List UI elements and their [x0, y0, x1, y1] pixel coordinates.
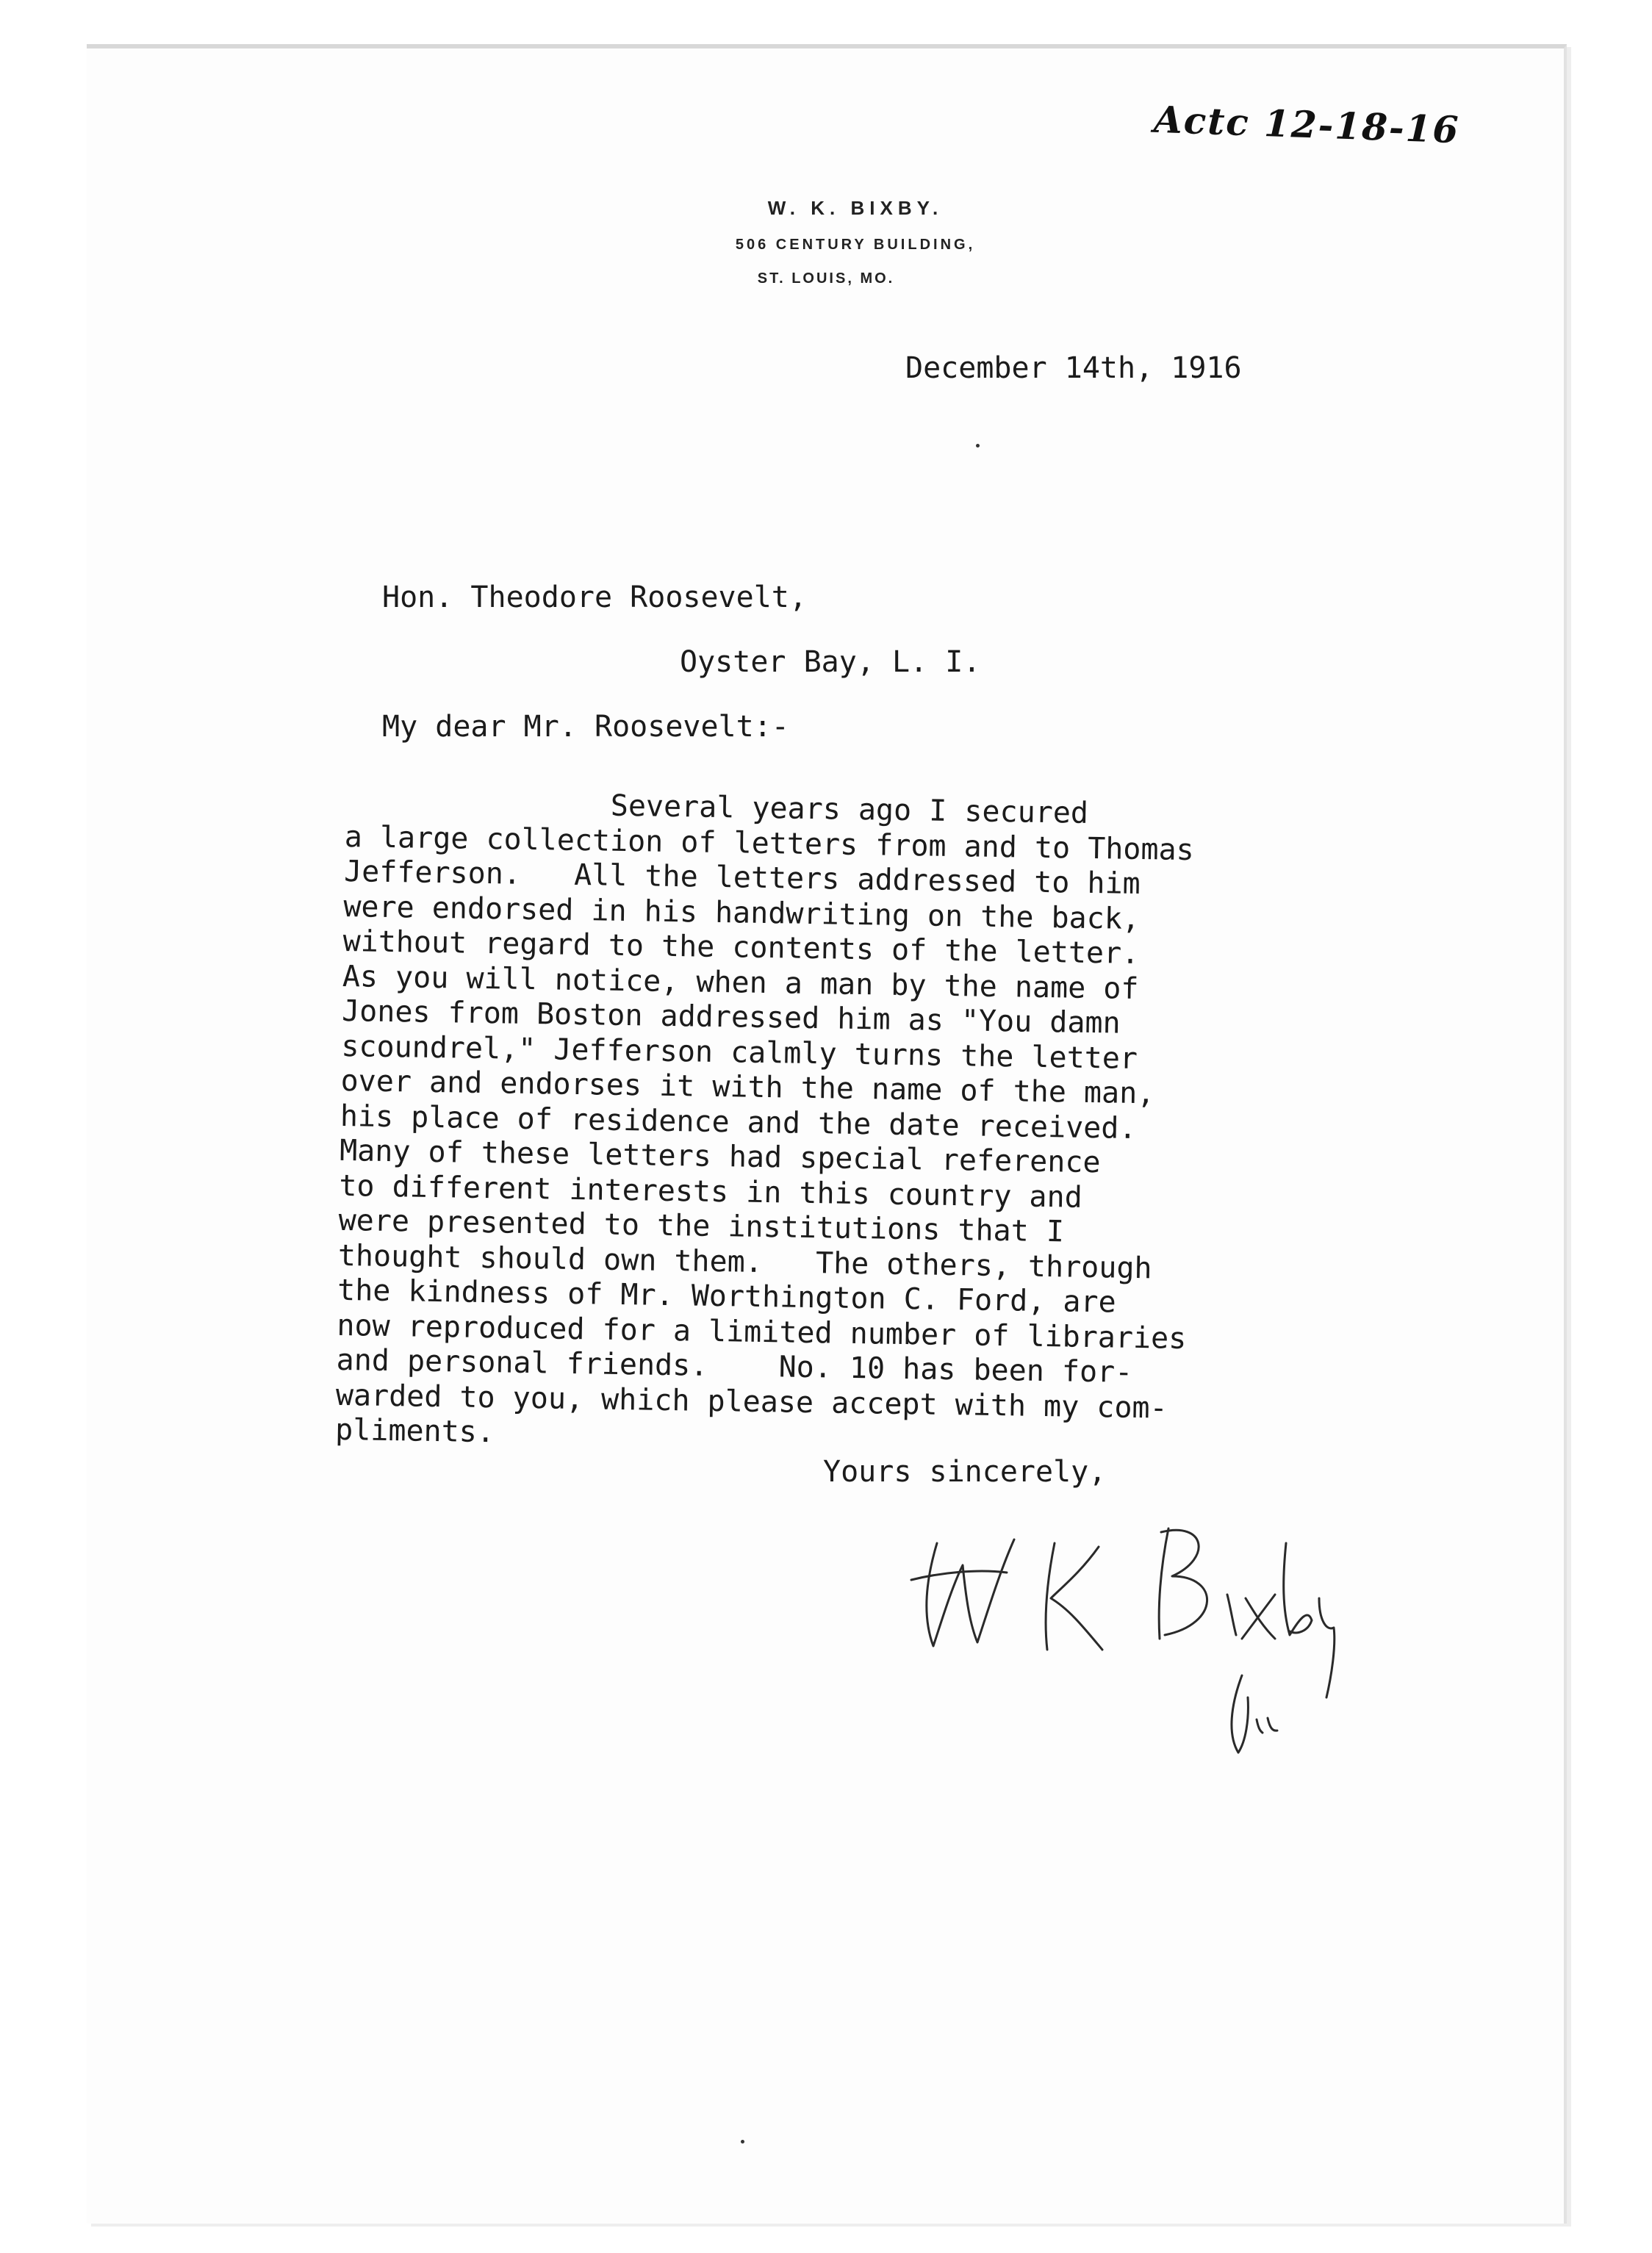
handwritten-signature: [897, 1499, 1337, 1764]
letterhead-address: 506 CENTURY BUILDING,: [735, 237, 976, 253]
letter-date: December 14th, 1916: [905, 351, 1242, 385]
closing: Yours sincerely,: [823, 1455, 1107, 1489]
salutation: My dear Mr. Roosevelt:-: [382, 710, 789, 744]
paper-speck: [976, 444, 980, 448]
recipient-address: Oyster Bay, L. I.: [680, 645, 981, 679]
letterhead-name: W. K. BIXBY.: [767, 197, 944, 219]
recipient-name: Hon. Theodore Roosevelt,: [382, 581, 807, 614]
handwritten-annotation: Actc 12-18-16: [1153, 97, 1461, 152]
letter-body: Several years ago I secured a large collection of letters from and to Thomas Jefferson. All the letters addressed to him were endorsed in his handwriting on the back, without regard to the contents of the letter. As you will notice, when a man by the name of Jones from Boston addressed him as "You damn scoundrel," Jefferson calmly turns the letter over and endorses it with the name of the man, his place of residence and the date received. Many of these letters had special reference to different interests in this country and were presented to the institutions that I thought should own them. The others, through the kindness of Mr. Worthington C. Ford, are now reproduced for a limited number of libraries and personal friends. No. 10 has been for- warded to you, which please accept with my com- pliments.: [334, 785, 1195, 1450]
paper-speck: [741, 2140, 744, 2144]
signature-drawing: [897, 1499, 1337, 1764]
letterhead-city: ST. LOUIS, MO.: [757, 270, 895, 287]
